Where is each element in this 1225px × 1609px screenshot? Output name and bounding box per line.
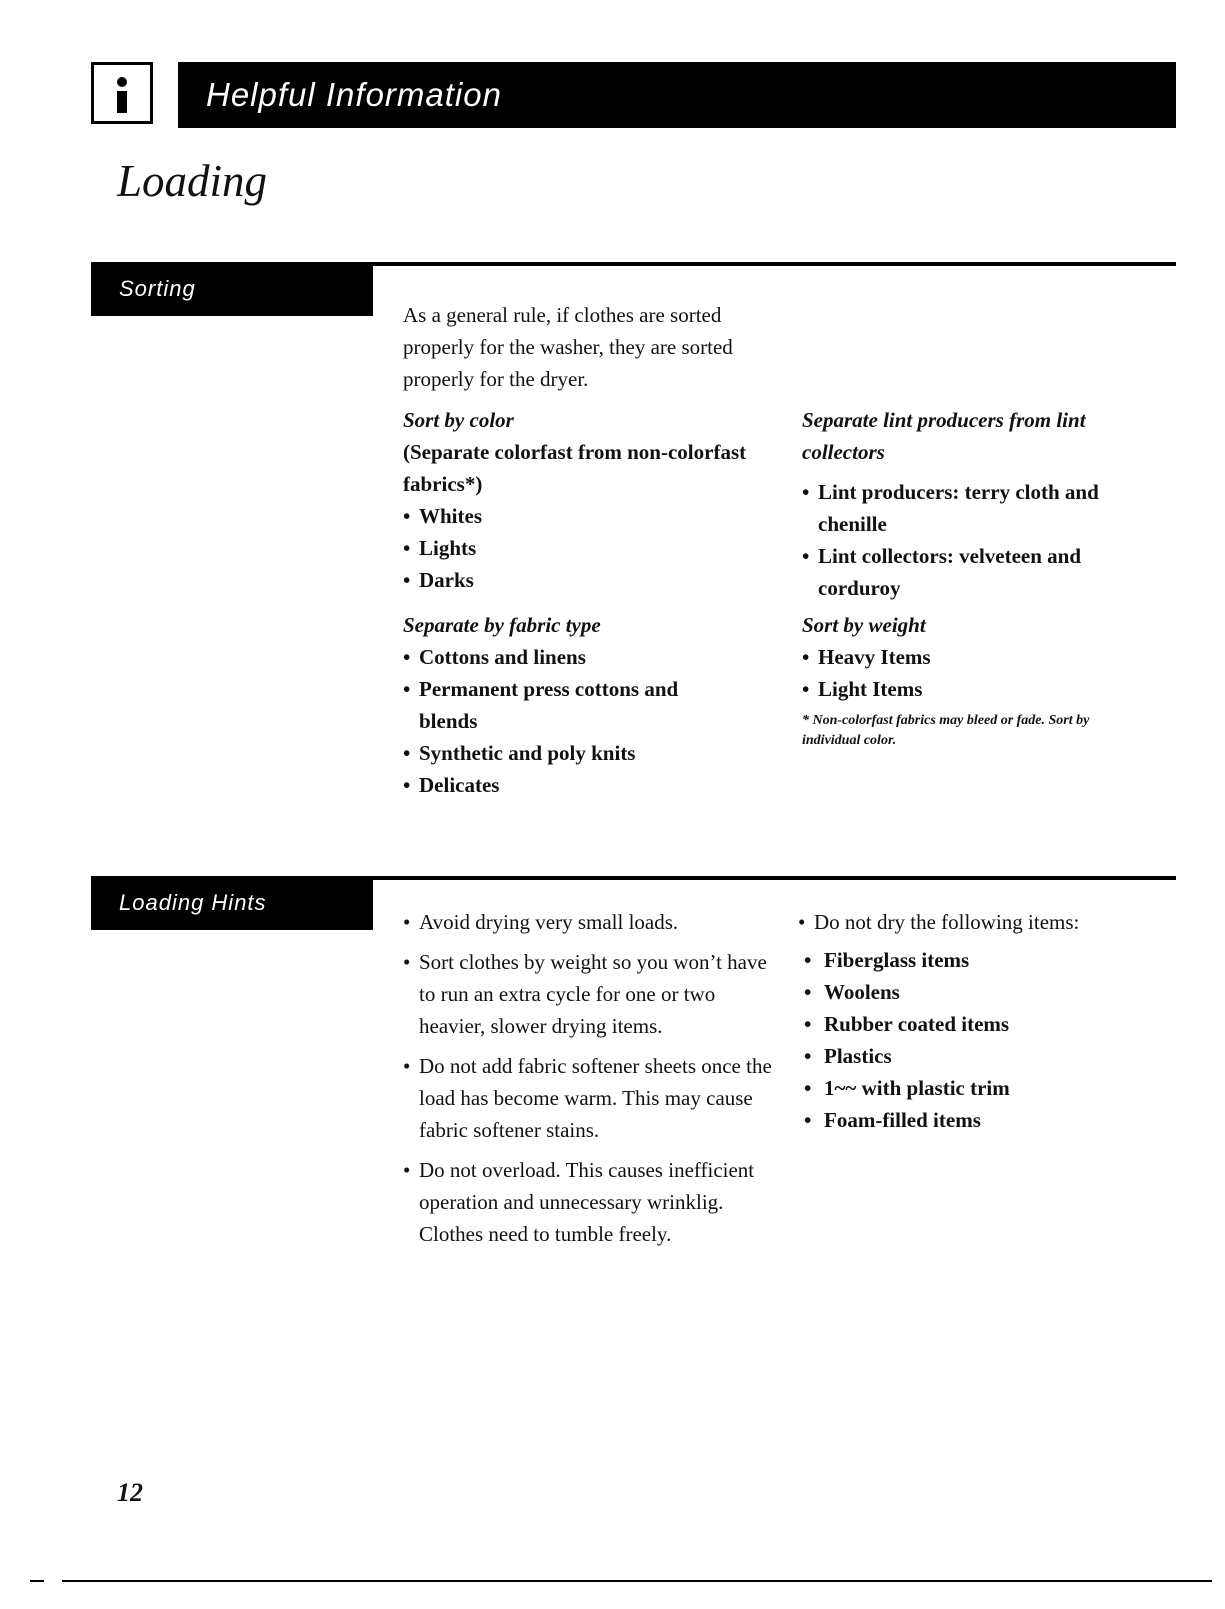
hint-item: • Sort clothes by weight so you won’t have to run an extra cycle for one or two heavier, slower drying items. [403,946,773,1042]
list-item: • Darks [403,564,773,596]
list-item: • Plastics [798,1040,1178,1072]
sorting-tab-label: Sorting [119,276,196,301]
list-item: • Rubber coated items [798,1008,1178,1040]
list-item: • Lint collectors: velveteen and corduroy [802,540,1162,604]
separate-by-fabric-heading: Separate by fabric type [403,613,601,637]
section-header-title: Helpful Information [206,76,502,113]
sort-by-weight-list [802,641,1162,705]
hint-item: • Do not overload. This causes inefficient operation and unnecessary wrinklig. Clothes need to tumble freely. [403,1154,773,1250]
list-item: • Light Items [802,673,1162,705]
sort-by-color-heading: Sort by color [403,408,514,432]
loading-hints-column [403,906,773,1258]
footer-dash [30,1580,44,1582]
sorting-rule [373,262,1176,266]
list-item: • Whites [403,500,773,532]
loading-hints-tab [91,876,373,930]
sorting-intro: As a general rule, if clothes are sorted properly for the washer, they are sorted properly for the dryer. [403,303,733,391]
sorting-tab [91,262,373,316]
list-item: • Foam-filled items [798,1104,1178,1136]
do-not-dry-section [798,906,1178,1136]
separate-lint-heading: Separate lint producers from lint collectors [802,408,1086,464]
list-item: • Cottons and linens [403,641,773,673]
list-item: • 1~~ with plastic trim [798,1072,1178,1104]
sort-by-color-subheading: (Separate colorfast from non-colorfast fabrics*) [403,440,747,496]
page-title: Loading [117,156,268,206]
separate-lint-list [802,476,1162,604]
footer-rule [62,1580,1212,1582]
sort-by-weight-heading: Sort by weight [802,613,926,637]
separate-by-fabric-section [403,609,773,801]
list-item: • Fiberglass items [798,944,1178,976]
list-item: • Synthetic and poly knits [403,737,773,769]
page-number: 12 [117,1478,143,1507]
info-icon-dot [117,77,127,87]
separate-lint-section [802,404,1162,604]
list-item: • Permanent press cottons and blends [403,673,689,737]
do-not-dry-list [798,944,1178,1136]
hint-item: • Avoid drying very small loads. [403,906,773,938]
info-icon [91,62,153,124]
list-item: • Delicates [403,769,773,801]
section-header-bar [178,62,1176,128]
separate-by-fabric-list [403,641,773,801]
do-not-dry-heading: Do not dry the following items: [814,910,1080,934]
bullet-icon: • [798,910,806,934]
sort-by-weight-section [802,609,1162,751]
do-not-dry-heading-row [798,906,1178,938]
list-item: • Lights [403,532,773,564]
list-item: • Woolens [798,976,1178,1008]
hint-item: • Do not add fabric softener sheets once the load has become warm. This may cause fabric softener stains. [403,1050,773,1146]
list-item: • Lint producers: terry cloth and chenille [802,476,1162,540]
sort-by-color-section [403,404,773,596]
sort-by-color-list [403,500,773,596]
list-item: • Heavy Items [802,641,1162,673]
loading-hints-list [403,906,773,1250]
colorfast-footnote: * Non-colorfast fabrics may bleed or fade. Sort by individual color. [802,713,1090,748]
loading-hints-rule [373,876,1176,880]
loading-hints-tab-label: Loading Hints [119,890,267,915]
info-icon-stem [117,91,127,113]
